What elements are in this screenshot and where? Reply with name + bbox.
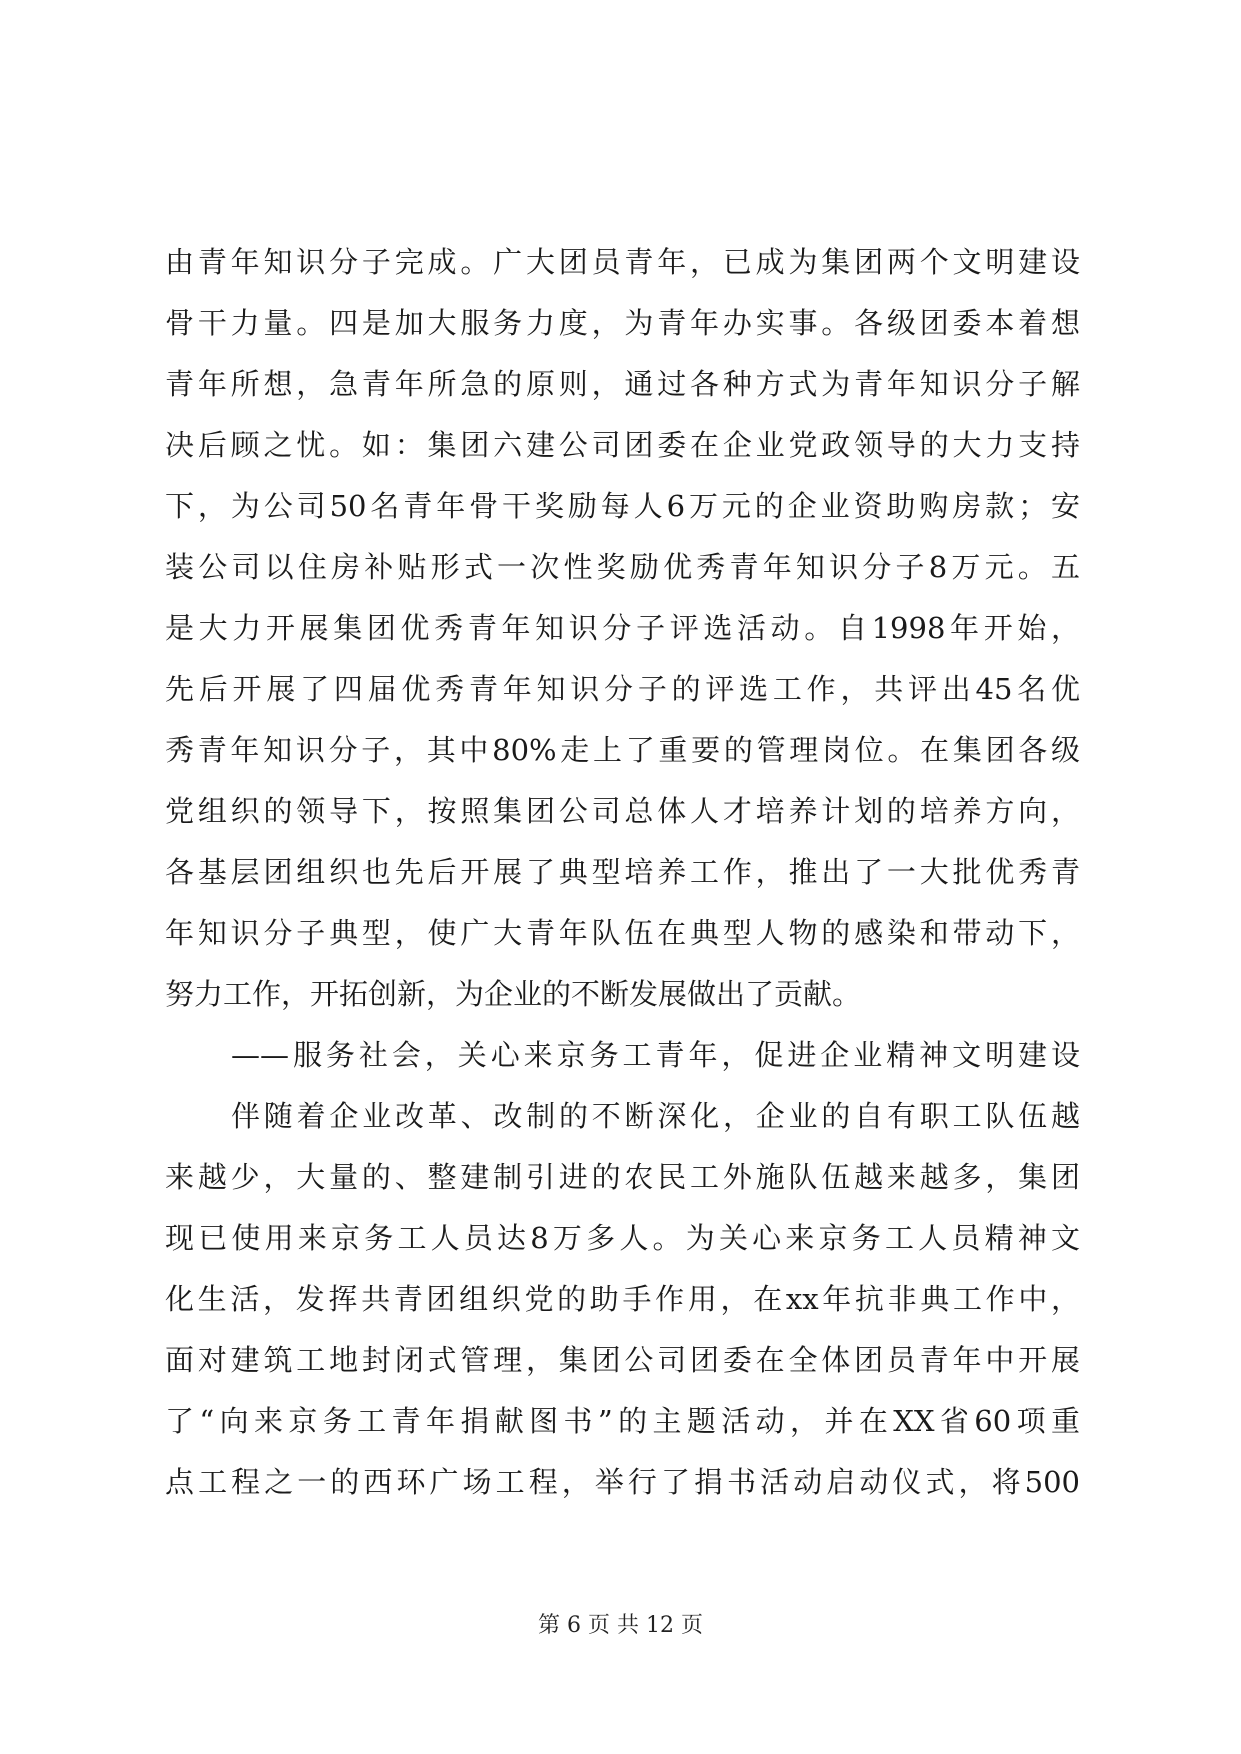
text-line: 现已使用来京务工人员达8万多人。为关心来京务工人员精神文 — [165, 1221, 1080, 1255]
text-line: 努力工作，开拓创新，为企业的不断发展做出了贡献。 — [165, 977, 862, 1011]
text-line: 青年所想，急青年所急的原则，通过各种方式为青年知识分子解 — [165, 367, 1080, 401]
text-line: 下，为公司50名青年骨干奖励每人6万元的企业资助购房款；安 — [165, 489, 1080, 523]
text-line: 点工程之一的西环广场工程，举行了捐书活动启动仪式，将500 — [165, 1465, 1080, 1499]
text-line: 面对建筑工地封闭式管理，集团公司团委在全体团员青年中开展 — [165, 1343, 1080, 1377]
text-line: 年知识分子典型，使广大青年队伍在典型人物的感染和带动下， — [165, 916, 1080, 950]
text-line: 了“向来京务工青年捐献图书”的主题活动，并在XX省60项重 — [165, 1404, 1080, 1438]
text-line: 是大力开展集团优秀青年知识分子评选活动。自1998年开始， — [165, 611, 1080, 645]
text-line: 伴随着企业改革、改制的不断深化，企业的自有职工队伍越 — [231, 1099, 1080, 1133]
text-line: 装公司以住房补贴形式一次性奖励优秀青年知识分子8万元。五 — [165, 550, 1080, 584]
text-line: 骨干力量。四是加大服务力度，为青年办实事。各级团委本着想 — [165, 306, 1080, 340]
text-line: 秀青年知识分子，其中80%走上了重要的管理岗位。在集团各级 — [165, 733, 1080, 767]
page-number: 第 6 页 共 12 页 — [538, 1613, 703, 1638]
section-heading: ——服务社会，关心来京务工青年，促进企业精神文明建设 — [231, 1038, 1080, 1072]
text-line: 先后开展了四届优秀青年知识分子的评选工作，共评出45名优 — [165, 672, 1080, 706]
text-line: 由青年知识分子完成。广大团员青年，已成为集团两个文明建设 — [165, 245, 1080, 279]
text-line: 决后顾之忧。如：集团六建公司团委在企业党政领导的大力支持 — [165, 428, 1080, 462]
body-text — [165, 232, 1080, 1513]
text-line: 化生活，发挥共青团组织党的助手作用，在xx年抗非典工作中， — [165, 1282, 1080, 1316]
text-line: 各基层团组织也先后开展了典型培养工作，推出了一大批优秀青 — [165, 855, 1080, 889]
text-line: 党组织的领导下，按照集团公司总体人才培养计划的培养方向， — [165, 794, 1080, 828]
text-line: 来越少，大量的、整建制引进的农民工外施队伍越来越多，集团 — [165, 1160, 1080, 1194]
